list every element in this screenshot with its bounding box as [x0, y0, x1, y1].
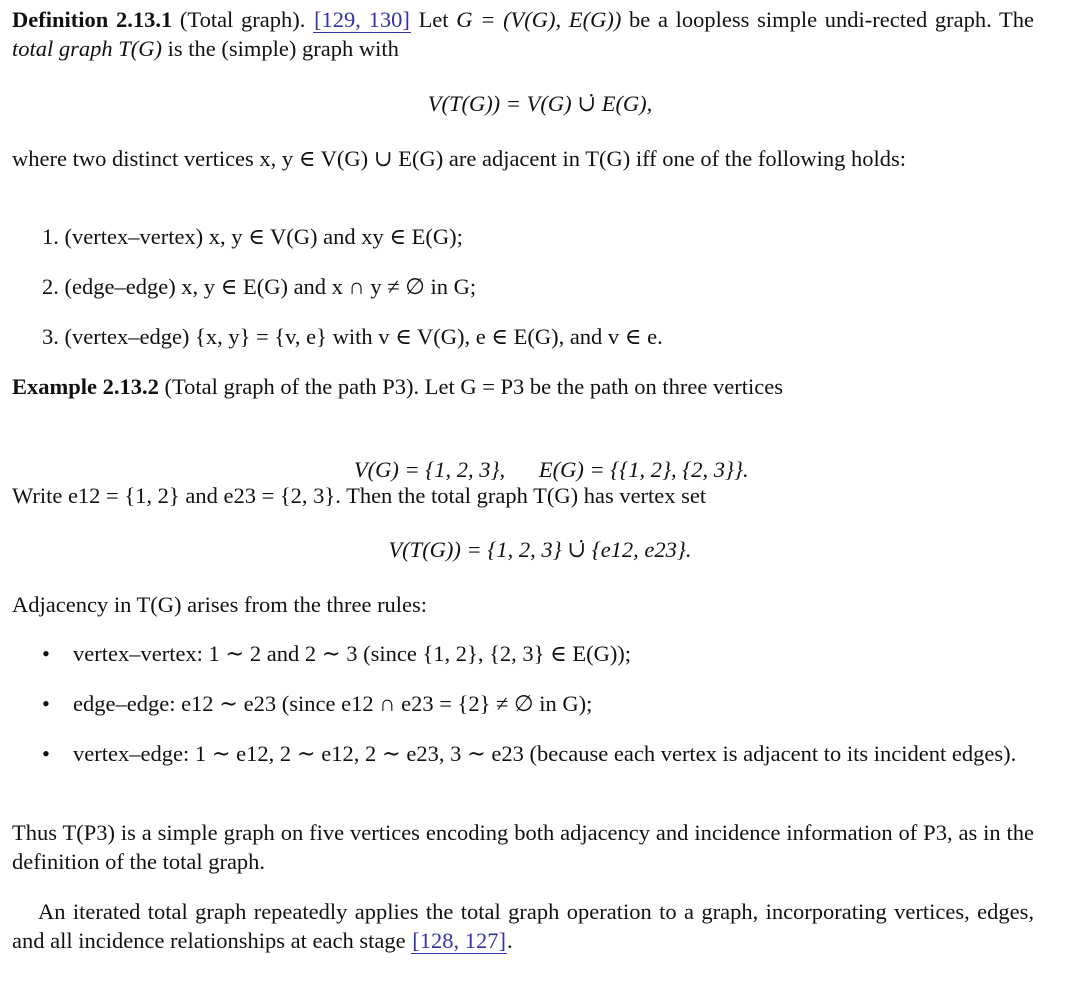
- term-total-graph: total graph: [12, 36, 113, 61]
- bullet-text: vertex–edge: 1 ∼ e12, 2 ∼ e12, 2 ∼ e23, 3 ∼ e23 (because each vertex is adjacent to its incident edges).: [73, 741, 1017, 766]
- example-name: (Total graph of the path P3).: [164, 374, 420, 399]
- definition-text: is the (simple) graph with: [162, 36, 399, 61]
- example-label: Example 2.13.2: [12, 374, 159, 399]
- equation-text: V(T(G)) = V(G) ∪̇ E(G),: [427, 91, 653, 116]
- where-text: where two distinct vertices x, y ∈ V(G) ∪ E(G) are adjacent in T(G) iff one of the following holds:: [12, 146, 907, 171]
- math-tg: T(G): [112, 36, 163, 61]
- equation-text: V(G) = {1, 2, 3}, E(G) = {{1, 2}, {2, 3}}.: [353, 457, 749, 482]
- citation-link-129-130[interactable]: [129, 130]: [314, 7, 410, 32]
- closing-paragraph: [12, 897, 1034, 955]
- list-item-3: [42, 322, 1032, 351]
- conclusion-text: Thus T(P3) is a simple graph on five vertices encoding both adjacency and incidence information of P3, as in the definition of the total graph.: [12, 820, 1034, 874]
- display-equation-vtg-set: [0, 535, 1080, 564]
- bullet-text: edge–edge: e12 ∼ e23 (since e12 ∩ e23 = {2} ≠ ∅ in G);: [73, 691, 593, 716]
- list-item-2: [42, 272, 1032, 301]
- list-item-1: [42, 222, 1032, 251]
- math-g-definition: G = (V(G), E(G)): [456, 7, 622, 32]
- definition-name: (Total graph).: [179, 7, 306, 32]
- citation-link-128-127[interactable]: [128, 127]: [412, 928, 506, 953]
- list-item-text: 1. (vertex–vertex) x, y ∈ V(G) and xy ∈ E(G);: [42, 224, 463, 249]
- definition-paragraph: [12, 5, 1034, 63]
- bullet-icon: •: [42, 691, 50, 716]
- display-equation-vtg: [0, 89, 1080, 118]
- conclusion-paragraph: [12, 818, 1034, 876]
- where-paragraph: [12, 144, 1034, 173]
- write-paragraph: [12, 481, 1034, 510]
- list-item-text: 2. (edge–edge) x, y ∈ E(G) and x ∩ y ≠ ∅ in G;: [42, 274, 477, 299]
- bullet-icon: •: [42, 641, 50, 666]
- example-intro: Let G = P3 be the path on three vertices: [419, 374, 783, 399]
- bullet-text: vertex–vertex: 1 ∼ 2 and 2 ∼ 3 (since {1, 2}, {2, 3} ∈ E(G));: [73, 641, 632, 666]
- list-item-text: 3. (vertex–edge) {x, y} = {v, e} with v ∈ V(G), e ∈ E(G), and v ∈ e.: [42, 324, 663, 349]
- bullet-icon: •: [42, 741, 50, 766]
- adjacency-text: Adjacency in T(G) arises from the three rules:: [12, 592, 428, 617]
- definition-text: Let: [410, 7, 457, 32]
- closing-period: .: [506, 928, 513, 953]
- adjacency-paragraph: [12, 590, 1034, 619]
- equation-text: V(T(G)) = {1, 2, 3} ∪̇ {e12, e23}.: [388, 537, 692, 562]
- definition-text: be a loopless simple undi-rected graph. The: [621, 7, 1035, 32]
- definition-label: Definition 2.13.1: [12, 7, 173, 32]
- closing-text: An iterated total graph repeatedly applies the total graph operation to a graph, incorporating vertices, edges, and all incidence relationships at each stage: [12, 899, 1034, 953]
- example-paragraph: [12, 372, 1034, 401]
- write-text: Write e12 = {1, 2} and e23 = {2, 3}. Then the total graph T(G) has vertex set: [12, 483, 707, 508]
